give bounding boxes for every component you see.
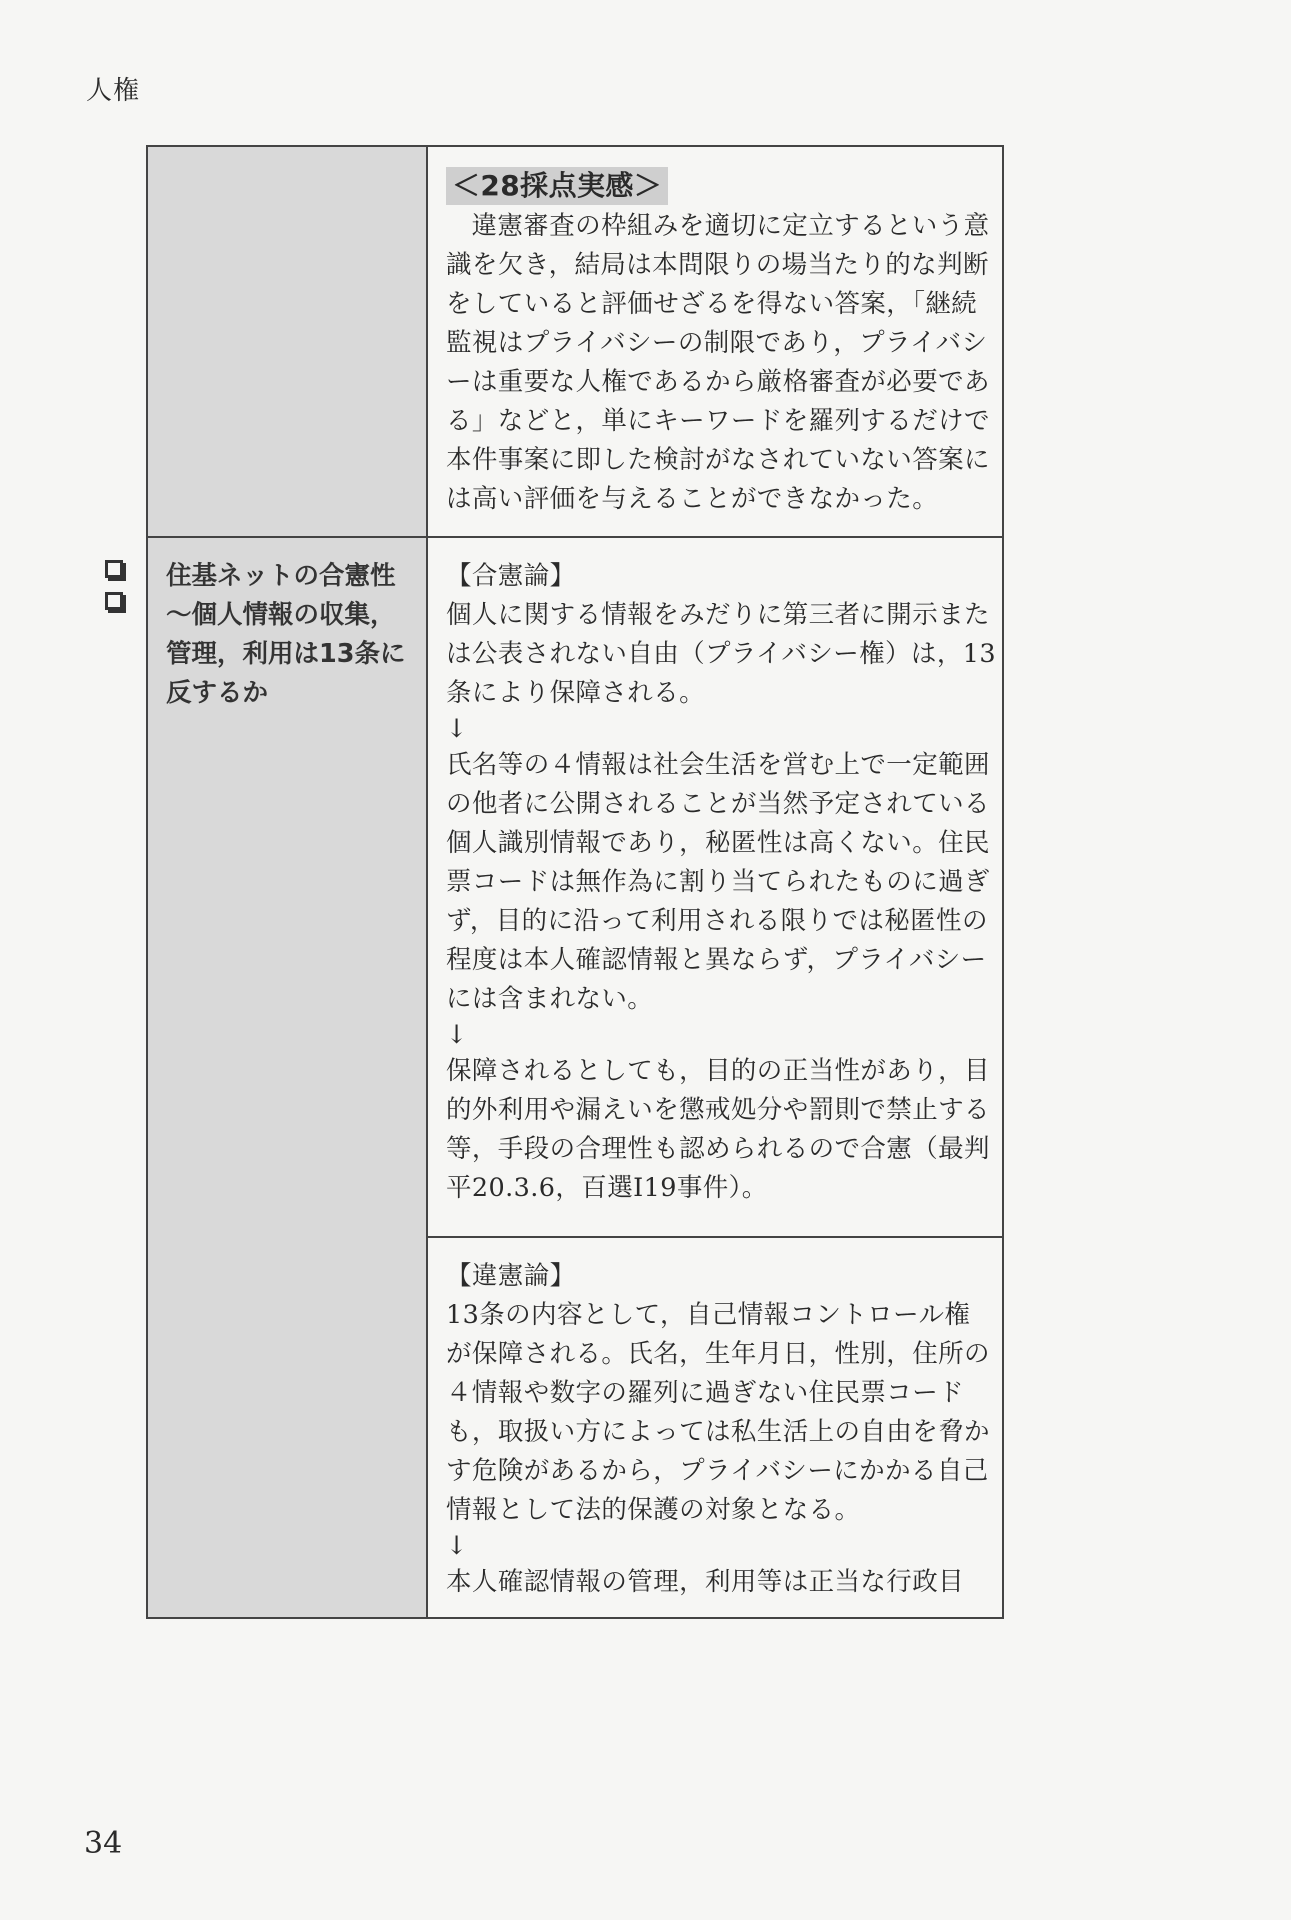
- down-arrow-1: ↓: [446, 714, 468, 744]
- constitutional-theory-cell: [446, 557, 996, 1208]
- unconstitutional-theory-cell: [446, 1257, 996, 1602]
- checkbox-2[interactable]: [105, 592, 123, 610]
- constitutional-para-2: 氏名等の４情報は社会生活を営む上で一定範囲の他者に公開されることが当然予定されている個人識別情報であり，秘匿性は高くない。住民票コードは無作為に割り当てられたものに過ぎず，目的に沿って利用される限りでは秘匿性の程度は本人確認情報と異ならず，プライバシーには含まれない。: [446, 750, 990, 1014]
- unconstitutional-title: 【違憲論】: [446, 1261, 576, 1291]
- constitutional-title: 【合憲論】: [446, 561, 576, 591]
- grading-impression-cell: [446, 167, 996, 519]
- down-arrow-3: ↓: [446, 1531, 468, 1561]
- unconstitutional-para-2: 本人確認情報の管理，利用等は正当な行政目: [446, 1567, 965, 1597]
- unconstitutional-para-1: 13条の内容として，自己情報コントロール権が保障される。氏名，生年月日，性別，住所の４情報や数字の羅列に過ぎない住民票コードも，取扱い方によっては私生活上の自由を脅かす危険があるから，プライバシーにかかる自己情報として法的保護の対象となる。: [446, 1300, 990, 1525]
- down-arrow-2: ↓: [446, 1020, 468, 1050]
- grading-impression-text: 違憲審査の枠組みを適切に定立するという意識を欠き，結局は本問限りの場当たり的な判断をしていると評価せざるを得ない答案，「継続監視はプライバシーの制限であり，プライバシーは重要な人権であるから厳格審査が必要である」などと，単にキーワードを羅列するだけで本件事案に即した検討がなされていない答案には高い評価を与えることができなかった。: [446, 211, 990, 514]
- constitutional-para-3: 保障されるとしても，目的の正当性があり，目的外利用や漏えいを懲戒処分や罰則で禁止する等，手段の合理性も認められるので合憲（最判平20.3.6，百選Ⅰ19事件）。: [446, 1056, 990, 1203]
- checkbox-1[interactable]: [105, 560, 123, 578]
- row-divider-1: [148, 536, 1004, 538]
- grading-impression-title: ＜28採点実感＞: [446, 167, 668, 205]
- content-table: [146, 145, 1004, 1619]
- topic-label: 住基ネットの合憲性～個人情報の収集，管理，利用は13条に反するか: [166, 561, 406, 708]
- page-number: 34: [84, 1826, 123, 1861]
- constitutional-para-1: 個人に関する情報をみだりに第三者に開示または公表されない自由（プライバシー権）は，13条により保障される。: [446, 600, 996, 708]
- topic-column: [148, 147, 428, 1617]
- section-header: 人権: [86, 76, 141, 106]
- row-divider-2: [428, 1236, 1004, 1238]
